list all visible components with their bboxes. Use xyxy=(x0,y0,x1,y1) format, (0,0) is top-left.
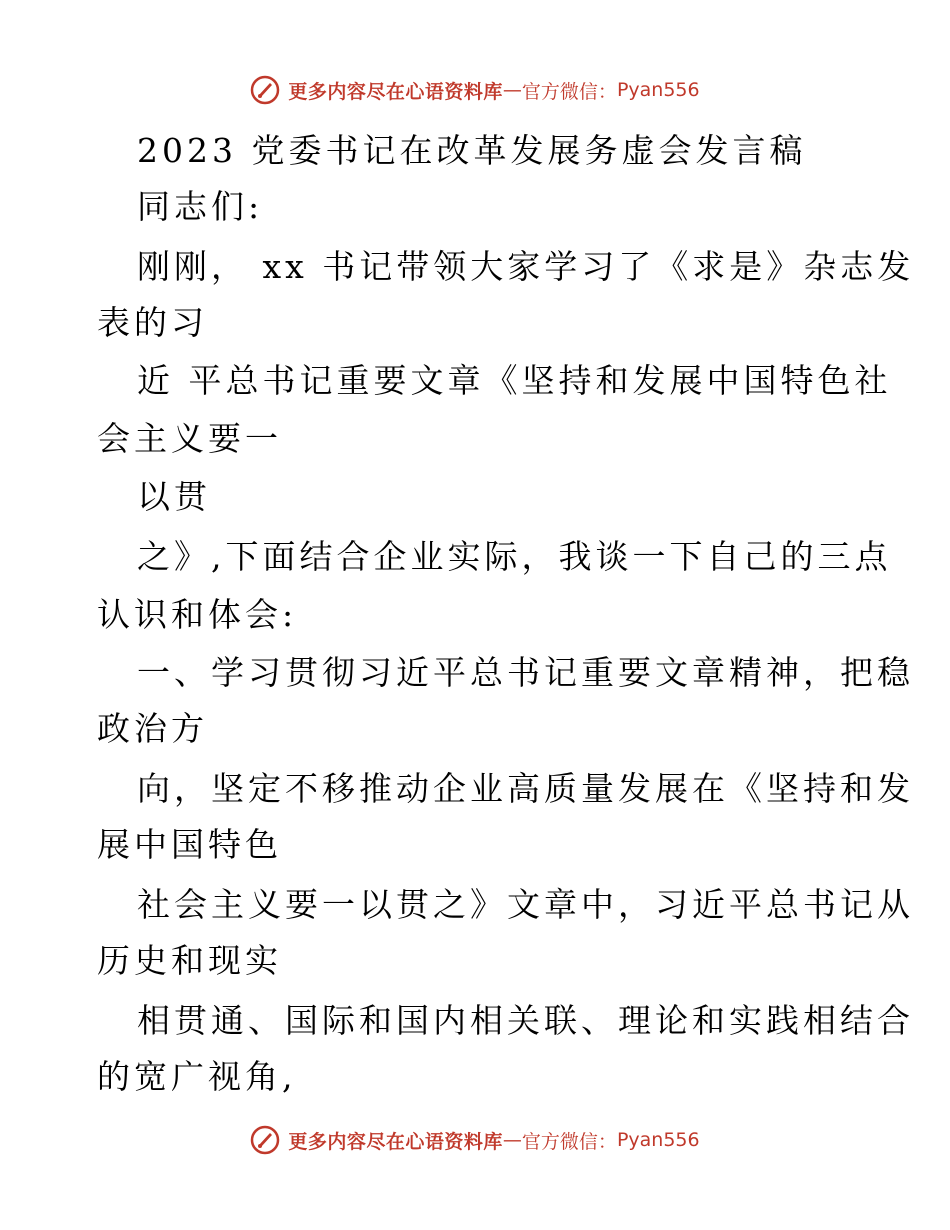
text-line: 社会主义要一以贯之》文章中，习近平总书记从 xyxy=(137,885,914,924)
brand-text: 更多内容尽在心语资料库 xyxy=(288,80,503,103)
wechat-id: Pyan556 xyxy=(616,79,700,101)
text-line: 会主义要一 xyxy=(97,419,282,458)
text-line: 展中国特色 xyxy=(97,825,282,864)
wechat-label: 官方微信： xyxy=(521,1130,617,1153)
text-line: 表的习 xyxy=(97,303,208,342)
text-line: 历史和现实 xyxy=(97,941,282,980)
text-line: 相贯通、国际和国内相关联、理论和实践相结合 xyxy=(137,1001,914,1040)
text-line: 的宽广视角, xyxy=(97,1057,297,1096)
banner-dash: — xyxy=(502,79,522,101)
wechat-label: 官方微信： xyxy=(521,80,617,103)
salutation: 同志们: xyxy=(137,187,264,226)
brand-logo-icon xyxy=(250,1125,280,1155)
text-line: 政治方 xyxy=(97,709,208,748)
text-line: 刚刚， xx 书记带领大家学习了《求是》杂志发 xyxy=(137,247,915,286)
text-line: 以贯 xyxy=(137,477,211,516)
text-line: 近 平总书记重要文章《坚持和发展中国特色社 xyxy=(137,361,892,400)
header-banner xyxy=(0,70,950,110)
brand-text: 更多内容尽在心语资料库 xyxy=(288,1130,503,1153)
banner-dash: — xyxy=(502,1129,522,1151)
brand-logo-icon xyxy=(250,75,280,105)
text-line: 之》,下面结合企业实际，我谈一下自己的三点 xyxy=(137,537,892,576)
document-title: 2023 党委书记在改革发展务虚会发言稿 xyxy=(137,131,807,170)
text-line: 认识和体会: xyxy=(97,595,298,634)
footer-banner xyxy=(0,1120,950,1160)
section-heading: 一、学习贯彻习近平总书记重要文章精神，把稳 xyxy=(137,653,914,692)
wechat-id: Pyan556 xyxy=(616,1129,700,1151)
text-line: 向，坚定不移推动企业高质量发展在《坚持和发 xyxy=(137,769,914,808)
